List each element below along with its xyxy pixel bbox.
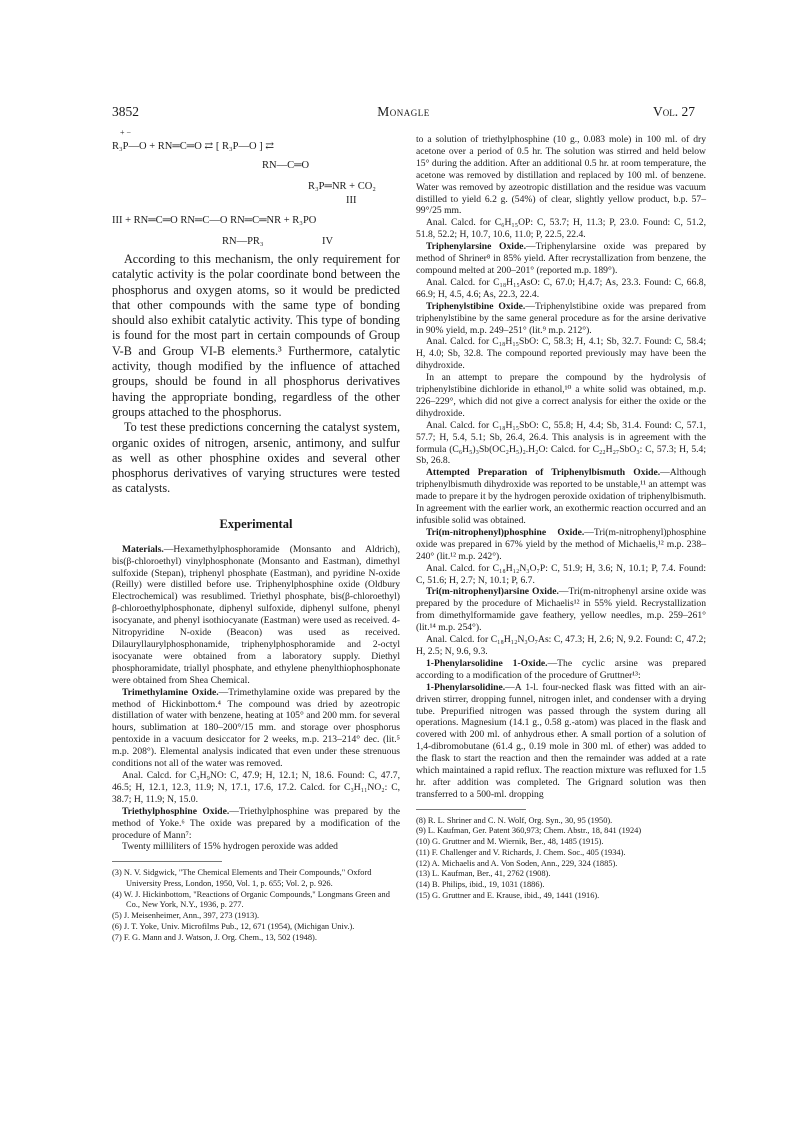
paragraph: Tri(m-nitrophenyl)arsine Oxide.—Tri(m-nitrophenyl arsine oxide was prepared by the procedure of Michaelis¹² in 55% yield. Recrystallization from dimethylformamide gave feathery, yellow needles, m.p. 259–261° (lit.¹⁴ m.p. 254°). [416, 586, 706, 634]
scheme-line-5: III + RN═C═O RN═C—O RN═C═NR + R₃PO [112, 215, 317, 226]
paragraph: 1-Phenylarsolidine 1-Oxide.—The cyclic arsine was prepared according to a modification of the procedure of Gruttner¹³: [416, 657, 707, 681]
analysis: Anal. Calcd. for C₁₈H₁₅SbO: C, 55.8; H, 4.4; Sb, 31.4. Found: C, 57.1, 57.7; H, 5.4, 5.1; Sb, 26.4, 26.4. This analysis is in agreement with the formula (C₆H₅)₃Sb(OC₂H₅)₂.H₂O: Calcd. for C₂₂H₂₇SbO₃: C, 57.3; H, 5.4; Sb, 26.8. [416, 419, 706, 467]
right-column [416, 134, 706, 901]
footnote-rule [416, 809, 526, 810]
analysis: Anal. Calcd. for C₁₈H₁₅AsO: C, 67.0; H,4.7; As, 23.3. Found: C, 66.8, 66.9; H, 4.5, 4.6; As, 22.3, 22.4. [416, 276, 706, 300]
scheme-line-3: R₃P═NR + CO₂ [308, 181, 376, 192]
paragraph: Triethylphosphine Oxide.—Triethylphosphine was prepared by the method of Yoke.⁶ The oxide was prepared by a modification of the procedure of Mann⁷: [112, 805, 400, 841]
analysis: Anal. Calcd. for C₁₈H₁₂N₃O₇P: C, 51.9; H, 3.6; N, 10.1; P, 7.4. Found: C, 51.6; H, 2.7; N, 10.1; P, 6.7. [416, 562, 706, 586]
footnote: (13) L. Kaufman, Ber., 41, 2762 (1908). [416, 869, 551, 879]
intro-text [112, 252, 400, 497]
paragraph: Tri(m-nitrophenyl)phosphine Oxide.—Tri(m-nitrophenyl)phosphine oxide was prepared in 67% yield by the method of Michaelis,¹² m.p. 238–240° (lit.¹² m.p. 242°). [416, 526, 706, 562]
analysis: Anal. Calcd. for C₆H₁₅OP: C, 53.7; H, 11.3; P, 23.0. Found: C, 51.2, 51.8, 52.2; H, 10.7, 10.6, 11.0; P, 22.5, 22.4. [416, 217, 706, 241]
footnote: (14) B. Philips, ibid., 19, 1031 (1886). [416, 879, 545, 889]
footnote: (11) F. Challenger and V. Richards, J. Chem. Soc., 405 (1934). [416, 847, 626, 857]
footnote: (9) L. Kaufman, Ger. Patent 360,973; Chem. Abstr., 18, 841 (1924) [416, 826, 642, 836]
paragraph: Triphenylstibine Oxide.—Triphenylstibine oxide was prepared from triphenylstibine by the same general procedure as for the arsine derivative in 90% yield, m.p. 249–251° (lit.⁹ m.p. 212°). [416, 300, 707, 336]
running-header [112, 104, 695, 122]
analysis: Anal. Calcd. for C₁₈H₁₂N₃O₇As: C, 47.3; H, 2.6; N, 9.2. Found: C, 47.2; H, 2.5; N, 9.6, 9.3. [416, 634, 706, 657]
page-number: 3852 [112, 104, 139, 119]
scheme-label-iii: III [346, 195, 357, 206]
analysis: Anal. Calcd. for C₃H₉NO: C, 47.9; H, 12.1; N, 18.6. Found: C, 47.7, 46.5; H, 12.1, 12.3, 11.9; N, 17.1, 17.6, 17.2. Calcd. for C₃H₁₁NO₂: C, 38.7; H, 11.9; N, 15.0. [112, 769, 400, 805]
paragraph: In an attempt to prepare the compound by the hydrolysis of triphenylstibine dichloride in ethanol,¹⁰ a white solid was obtained, m.p. 226–229°, which did not give a correct analysis for either the oxide or the dihydroxide. [416, 372, 706, 419]
footnote: (4) W. J. Hickinbottom, "Reactions of Organic Compounds," Longmans Green and Co., New York, N.Y., 1936, p. 277. [112, 889, 390, 910]
paragraph: 1-Phenylarsolidine.—A 1-l. four-necked flask was fitted with an air-driven stirrer, dropping funnel, nitrogen inlet, and condenser with a drying tube. Prepurified nitrogen was passed through the system during all operations. Magnesium (14.1 g., 0.58 g.-atom) was placed in the flask and covered with 200 ml. of anhydrous ether. A small portion of a solution of 1,4-dibromobutane (61.4 g., 0.19 mole in 300 ml. of ether) was added to the flask to start the reaction and then the remainder was added at a rate which maintained a rapid reflux. The reaction mixture was refluxed for 1.5 hr. after addition was completed. The Grignard solution was then transferred to a 500-ml. dropping [416, 681, 706, 800]
paragraph: Attempted Preparation of Triphenylbismuth Oxide.—Although triphenylbismuth dihydroxide was reported to be unstable,¹¹ an attempt was made to prepare it by the hydrogen peroxide oxidation of triphenylbismuth. In agreement with the earlier work, an exothermic reaction occurred and an infusible solid was obtained. [416, 467, 706, 526]
scheme-line-6: RN—PR₃ [222, 236, 264, 247]
footnote: (5) J. Meisenheimer, Ann., 397, 273 (1913). [112, 911, 260, 921]
footnote: (8) R. L. Shriner and C. N. Wolf, Org. Syn., 30, 95 (1950). [416, 815, 613, 825]
footnote: (12) A. Michaelis and A. Von Soden, Ann., 229, 324 (1885). [416, 858, 618, 868]
running-author: Monagle [377, 104, 430, 119]
reaction-scheme [112, 128, 400, 252]
footnotes-right [416, 816, 706, 902]
footnote: (6) J. T. Yoke, Univ. Microfilms Pub., 12, 671 (1954), (Michigan Univ.). [112, 921, 355, 931]
experimental-text-continued [416, 134, 706, 801]
paragraph: Triphenylarsine Oxide.—Triphenylarsine oxide was prepared by method of Shriner⁸ in 85% yield. After recrystallization from benzene, the compound melted at 200–201° (reported m.p. 189°). [416, 241, 706, 276]
footnote: (3) N. V. Sidgwick, "The Chemical Elements and Their Compounds," Oxford University Press, London, 1950, Vol. 1, p. 655; Vol. 2, p. 926. [112, 868, 372, 889]
paragraph: to a solution of triethylphosphine (10 g., 0.083 mole) in 100 ml. of dry acetone over a period of 0.5 hr. The solution was stirred and held below 15° during the addition. After an additional 0.5 hr. at room temperature, the acetone was removed by distillation and replaced by 100 ml. of benzene. Water was removed by azeotropic distillation and the residue was vacuum distilled to yield 6.2 g. (54%) of clear, slightly yellow product, b.p. 57–99°/25 mm. [416, 134, 706, 217]
scheme-line-2: RN—C═O [262, 160, 310, 171]
footnote: (10) G. Gruttner and M. Wiernik, Ber., 48, 1485 (1915). [416, 837, 604, 847]
paragraph: According to this mechanism, the only requirement for catalytic activity is the polar coordinate bond between the phosphorus and oxygen atoms, so it would be predicted that other compounds with the same type of bonding should also exhibit catalytic activity. This type of bonding is found for the most part in certain compounds of Group V-B and Group VI-B elements.³ Furthermore, catalytic activity, though modified by the influence of attached groups, should be found in all phosphorus derivatives having the appropriate bonding, regardless of the other groups attached to the phosphorus. [112, 252, 400, 419]
scheme-line-1: R₃P—O + RN═C═O ⇄ [ R₃P—O ] ⇄ [112, 141, 275, 152]
paragraph: To test these predictions concerning the catalyst system, organic oxides of nitrogen, arsenic, antimony, and sulfur as well as other phosphine oxides and several other phosphorus derivatives of varying structures were tested as catalysts. [112, 420, 400, 496]
experimental-text [112, 544, 400, 854]
scheme-label-iv: IV [322, 236, 334, 247]
paragraph: Twenty milliliters of 15% hydrogen peroxide was added [122, 841, 338, 853]
footnote: (15) G. Gruttner and E. Krause, ibid., 49, 1441 (1916). [416, 890, 600, 900]
scheme-charges: + − [120, 128, 132, 137]
paragraph: Materials.—Hexamethylphosphoramide (Monsanto and Aldrich), bis(β-chloroethyl) vinylphosphonate (Monsanto and Eastman), dimethyl sulfoxide (Stepan), triphenyl phosphate (Eastman), and pyridine N-oxide (Reilly) were distilled before use. Triphenylphosphine oxide (Oldbury Electrochemical) was resublimed. Triethyl phosphate, bis(β-chloroethyl) β-chloroethylphosphonate, diphenyl sulfoxide, diphenyl sulfone, phenyl isocyanate, and phenyl isothiocyanate (Eastman) were used as received. 4-Nitropyridine N-oxide (Beacon) was used as received. Dilauryllaurylphosphonamide, triphenylphosphoramide and 2-octyl isocyanate were obtained from a laboratory supply. Diethyl phosphoramidate, triallyl phosphate, and ethylene phenylthiophosphonate were obtained from Shea Chemical. [112, 543, 400, 686]
paragraph: Trimethylamine Oxide.—Trimethylamine oxide was prepared by the method of Hickinbottom.⁴ The compound was dried by azeotropic distillation of water with benzene, heating at 105° and 200 mm. for several hours, sublimation at 180–200°/15 mm. and storage over phosphorus pentoxide in a vacuum desiccator for 2 weeks, m.p. 213–214° dec. (lit.⁵ m.p. 208°). Elemental analysis indicated that even under these strenuous conditions not all of the water was removed. [112, 686, 400, 770]
analysis: Anal. Calcd. for C₁₈H₁₅SbO: C, 58.3; H, 4.1; Sb, 32.7. Found: C, 58.4; H, 4.0; Sb, 32.8. The compound reported previously may have been the dihydroxide. [416, 336, 706, 372]
section-heading: Experimental [219, 516, 293, 531]
footnote: (7) F. G. Mann and J. Watson, J. Org. Chem., 13, 502 (1948). [112, 932, 317, 942]
footnotes-left [112, 868, 400, 943]
footnote-rule [112, 861, 222, 862]
volume-label: Vol. 27 [653, 104, 695, 119]
left-column [112, 128, 400, 943]
